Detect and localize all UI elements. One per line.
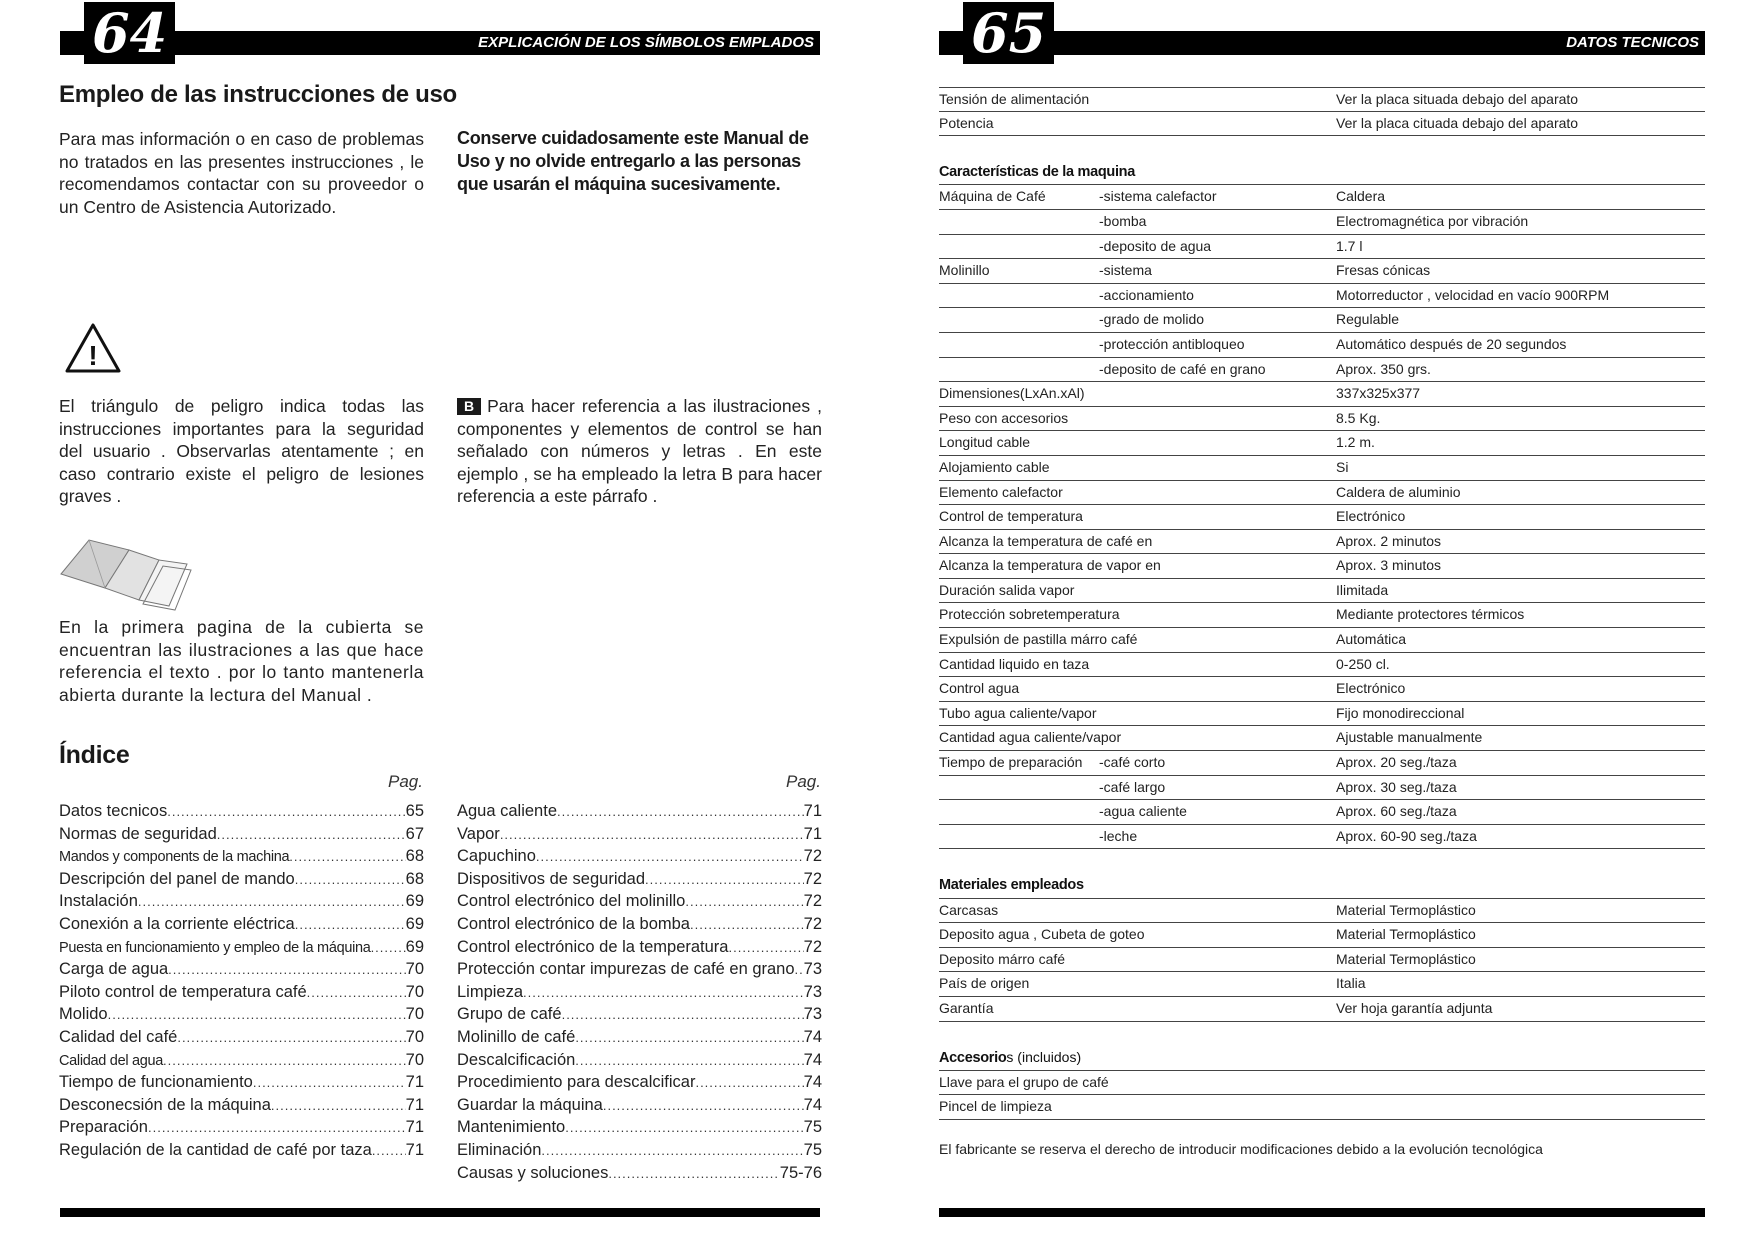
- toc-row: [457, 1073, 822, 1096]
- spec-label: Control de temperatura: [939, 508, 1083, 525]
- toc-leader-dots: [500, 827, 804, 842]
- toc-entry-title: Datos tecnicos: [59, 802, 168, 820]
- toc-entry-page: 70: [405, 982, 424, 1001]
- spec-value: Aprox. 350 grs.: [1336, 360, 1431, 377]
- spec-row: [939, 1095, 1705, 1120]
- toc-entry-title: Preparación: [59, 1118, 148, 1137]
- toc-entry-title: Normas de seguridad: [59, 824, 217, 843]
- toc-row: [457, 870, 822, 893]
- toc-row: [59, 1073, 424, 1096]
- spec-label: Alojamiento cable: [939, 458, 1050, 475]
- spec-value: Electromagnética por vibración: [1336, 212, 1529, 229]
- toc-leader-dots: [685, 894, 803, 909]
- toc-leader-dots: [608, 1166, 779, 1181]
- spec-sublabel: -protección antibloqueo: [1099, 335, 1245, 352]
- spec-label: Protección sobretemperatura: [939, 606, 1120, 623]
- spec-value: Fijo monodireccional: [1336, 704, 1465, 721]
- toc-entry-page: 72: [803, 869, 822, 888]
- spec-label: Cantidad liquido en taza: [939, 655, 1090, 672]
- accessories-light: s (incluidos): [1006, 1049, 1082, 1066]
- keep-manual-note: Conserve cuidadosamente este Manual de Uso y no olvide entregarlo a las personas que usarán el máquina sucesivamente.: [457, 128, 809, 194]
- spec-label: Expulsión de pastilla márro café: [939, 631, 1138, 648]
- toc-leader-dots: [575, 1053, 803, 1068]
- spec-value: 337x325x377: [1336, 385, 1421, 402]
- pag-label-right: Pag.: [786, 772, 821, 791]
- spec-label: País de origen: [939, 975, 1030, 992]
- spec-label: Potencia: [939, 114, 994, 131]
- section-heading-materials: [939, 874, 1705, 899]
- toc-entry-title: Carga de agua: [59, 960, 169, 979]
- section-heading-accessories-label: [939, 1046, 1081, 1070]
- toc-leader-dots: [177, 1030, 405, 1045]
- spec-row: [939, 431, 1705, 456]
- toc-leader-dots: [645, 872, 804, 887]
- toc-leader-dots: [603, 1098, 804, 1113]
- spec-sublabel: -grado de molido: [1099, 311, 1205, 328]
- spacer: [939, 1022, 1705, 1047]
- toc-entry-page: 74: [803, 1027, 822, 1046]
- toc-leader-dots: [562, 1007, 804, 1022]
- toc-entry-page: 73: [803, 960, 822, 979]
- toc-row: [457, 1118, 822, 1141]
- open-manual-icon: [59, 532, 195, 612]
- spec-sublabel: -sistema calefactor: [1099, 188, 1217, 205]
- spec-value: 1.7 l: [1336, 237, 1363, 254]
- header-title: DATOS TECNICOS: [1566, 34, 1699, 51]
- toc-entry-title: Control electrónico de la bomba: [457, 914, 690, 933]
- spec-label: Tiempo de preparación: [939, 754, 1083, 771]
- spec-row: [939, 702, 1705, 727]
- toc-entry-page: 75: [803, 1140, 822, 1159]
- toc-row: [59, 915, 424, 938]
- spec-row: [939, 456, 1705, 481]
- toc-row: [457, 983, 822, 1006]
- spec-sublabel: -accionamiento: [1099, 286, 1194, 303]
- toc-entry-page: 72: [803, 847, 822, 866]
- toc-leader-dots: [557, 804, 804, 819]
- toc-entry-page: 70: [405, 1027, 424, 1046]
- toc-leader-dots: [728, 940, 803, 955]
- toc-leader-dots: [523, 985, 804, 1000]
- spec-label: Garantía: [939, 999, 994, 1016]
- toc-row: [59, 825, 424, 848]
- toc-leader-dots: [372, 1143, 406, 1158]
- toc-row: [59, 938, 424, 961]
- toc-entry-title: Molinillo de café: [457, 1027, 576, 1046]
- spec-value: Automática: [1336, 631, 1407, 648]
- spec-row: [939, 800, 1705, 825]
- toc-row: [457, 892, 822, 915]
- toc-entry-page: 72: [803, 937, 822, 956]
- spec-value: Aprox. 20 seg./taza: [1336, 754, 1457, 771]
- toc-row: [59, 1005, 424, 1028]
- toc-entry-page: 74: [803, 1073, 822, 1092]
- toc-entry-page: 71: [405, 1118, 424, 1137]
- section-heading-accessories: [939, 1046, 1705, 1071]
- spec-sublabel: -deposito de café en grano: [1099, 360, 1266, 377]
- toc-leader-dots: [289, 849, 405, 864]
- toc-entry-page: 69: [405, 937, 424, 956]
- toc-entry-page: 75-76: [779, 1163, 822, 1182]
- spec-label: Alcanza la temperatura de café en: [939, 532, 1153, 549]
- toc-row: [59, 847, 424, 870]
- toc-entry-page: 72: [803, 892, 822, 911]
- toc-row: [457, 825, 822, 848]
- toc-entry-title: Piloto control de temperatura café: [59, 982, 307, 1001]
- reference-text: Para hacer referencia a las ilustraciones , componentes y elementos de control se han señalado con números y letras . En este ejemplo , se ha empleado la letra B para hacer referencia a este párrafo .: [457, 396, 822, 506]
- toc-entry-title: Mandos y components de la machina: [59, 849, 290, 866]
- toc-entry-page: 71: [405, 1140, 424, 1159]
- spec-sublabel: -deposito de agua: [1099, 237, 1212, 254]
- spec-value: Electrónico: [1336, 680, 1406, 697]
- spec-value: Ver la placa situada debajo del aparato: [1336, 91, 1579, 107]
- spec-row: [939, 358, 1705, 383]
- spec-row: [939, 481, 1705, 506]
- toc-row: [457, 1005, 822, 1028]
- section-title: Empleo de las instrucciones de uso: [59, 81, 457, 108]
- spec-sublabel: -sistema: [1099, 262, 1152, 279]
- spec-value: Aprox. 30 seg./taza: [1336, 778, 1457, 795]
- manufacturer-note: El fabricante se reserva el derecho de introducir modificaciones debido a la evolución tecnológica: [939, 1141, 1543, 1157]
- spec-row: [939, 308, 1705, 333]
- spec-value: Ver la placa cituada debajo del aparato: [1336, 114, 1579, 131]
- section-heading-machine-label: Características de la maquina: [939, 163, 1136, 180]
- toc-left-column: [59, 802, 424, 1164]
- spec-row: [939, 554, 1705, 579]
- spec-label: Tubo agua caliente/vapor: [939, 704, 1097, 721]
- toc-entry-page: 73: [803, 982, 822, 1001]
- warning-paragraph: El triángulo de peligro indica todas las instrucciones importantes para la seguridad del usuario . Observarlas atentamente ; en caso contrario existe el peligro de lesiones graves .: [59, 396, 424, 506]
- toc-leader-dots: [163, 1053, 406, 1068]
- spec-row: [939, 382, 1705, 407]
- spec-row: [939, 284, 1705, 309]
- toc-right-column: [457, 802, 822, 1186]
- warning-triangle-icon: [64, 322, 122, 374]
- toc-entry-title: Calidad del café: [59, 1027, 178, 1046]
- toc-entry-title: Descripción del panel de mando: [59, 869, 295, 888]
- right-page: [877, 0, 1755, 1240]
- spec-label: Alcanza la temperatura de vapor en: [939, 557, 1161, 574]
- toc-leader-dots: [168, 962, 405, 977]
- spec-row: [939, 751, 1705, 776]
- toc-entry-title: Protección contar impurezas de café en grano: [457, 960, 795, 979]
- spec-value: Aprox. 60-90 seg./taza: [1336, 827, 1477, 844]
- spec-sublabel: -bomba: [1099, 212, 1147, 229]
- spec-value: Caldera: [1336, 188, 1386, 205]
- spec-sublabel: -agua caliente: [1099, 803, 1187, 820]
- spec-label: Deposito márro café: [939, 950, 1066, 967]
- toc-row: [59, 1096, 424, 1119]
- toc-leader-dots: [307, 985, 406, 1000]
- spec-row: [939, 1071, 1705, 1096]
- spec-value: Mediante protectores térmicos: [1336, 606, 1525, 623]
- svg-text:!: !: [88, 340, 98, 371]
- toc-row: [457, 915, 822, 938]
- spec-row: [939, 972, 1705, 997]
- toc-entry-title: Calidad del agua: [59, 1052, 164, 1069]
- toc-entry-page: 70: [405, 1005, 424, 1024]
- accessories-bold: Accesorio: [939, 1050, 1007, 1067]
- spec-value: Fresas cónicas: [1336, 262, 1431, 279]
- toc-entry-title: Capuchino: [457, 847, 536, 866]
- reference-paragraph: [457, 395, 822, 508]
- intro-paragraph: Para mas información o en caso de problemas no tratados en las presentes instrucciones , le recomendamos contactar con su proveedor o un Centro de Asistencia Autorizado.: [59, 129, 424, 217]
- spec-sublabel: -leche: [1099, 827, 1138, 844]
- toc-entry-page: 71: [405, 1095, 424, 1114]
- spec-row: [939, 923, 1705, 948]
- spec-row: [939, 628, 1705, 653]
- spec-row: [939, 726, 1705, 751]
- spec-value: Ajustable manualmente: [1336, 729, 1483, 746]
- spec-value: 8.5 Kg.: [1336, 409, 1381, 426]
- spec-row: [939, 259, 1705, 284]
- spec-value: 1.2 m.: [1336, 434, 1375, 451]
- spec-row: [939, 677, 1705, 702]
- section-heading-materials-label: Materiales empleados: [939, 877, 1084, 893]
- toc-row: [457, 1051, 822, 1074]
- spec-row: [939, 210, 1705, 235]
- toc-leader-dots: [795, 962, 804, 977]
- cover-paragraph: En la primera pagina de la cubierta se encuentran las ilustraciones a las que hace referencia el texto . por lo tanto mantenerla abierta durante la lectura del Manual .: [59, 617, 424, 705]
- spec-row: [939, 948, 1705, 973]
- spec-row: [939, 776, 1705, 801]
- spec-value: Material Termoplástico: [1336, 926, 1476, 943]
- toc-entry-title: Vapor: [457, 824, 500, 843]
- toc-row: [59, 960, 424, 983]
- spec-label: Tensión de alimentación: [939, 91, 1090, 107]
- toc-entry-title: Regulación de la cantidad de café por taza: [59, 1140, 372, 1159]
- toc-entry-page: 75: [803, 1118, 822, 1137]
- toc-entry-page: 71: [405, 1073, 424, 1092]
- spec-label: Molinillo: [939, 262, 990, 279]
- spec-value: Material Termoplástico: [1336, 950, 1476, 967]
- spec-row: [939, 112, 1705, 137]
- spec-row: [939, 505, 1705, 530]
- toc-entry-page: 71: [803, 824, 822, 843]
- toc-entry-page: 71: [803, 802, 822, 820]
- spec-value: Motorreductor , velocidad en vacío 900RPM: [1336, 286, 1610, 303]
- spec-label: Carcasas: [939, 901, 999, 918]
- toc-row: [457, 1096, 822, 1119]
- toc-entry-page: 69: [405, 914, 424, 933]
- toc-leader-dots: [108, 1007, 406, 1022]
- toc-row: [59, 1028, 424, 1051]
- toc-entry-title: Eliminación: [457, 1140, 542, 1159]
- spec-value: Ver hoja garantía adjunta: [1336, 999, 1493, 1016]
- toc-row: [457, 1141, 822, 1164]
- toc-entry-title: Guardar la máquina: [457, 1095, 603, 1114]
- spec-label: Longitud cable: [939, 434, 1031, 451]
- toc-row: [457, 802, 822, 825]
- toc-entry-title: Agua caliente: [457, 802, 557, 820]
- spec-value: 0-250 cl.: [1336, 655, 1390, 672]
- spec-label: Control agua: [939, 680, 1020, 697]
- section-heading-machine: [939, 161, 1705, 186]
- toc-entry-title: Desconecsión de la máquina: [59, 1095, 271, 1114]
- toc-entry-page: 67: [405, 824, 424, 843]
- toc-leader-dots: [690, 917, 804, 932]
- toc-leader-dots: [148, 1120, 406, 1135]
- toc-row: [457, 960, 822, 983]
- header-title: EXPLICACIÓN DE LOS SÍMBOLOS EMPLADOS: [478, 34, 814, 51]
- left-page: [0, 0, 877, 1240]
- toc-row: [59, 870, 424, 893]
- toc-row: [457, 1028, 822, 1051]
- spec-label: Pincel de limpieza: [939, 1098, 1052, 1115]
- spec-value: Aprox. 3 minutos: [1336, 557, 1442, 574]
- toc-entry-page: 68: [405, 869, 424, 888]
- toc-row: [457, 1164, 822, 1187]
- toc-row: [59, 1118, 424, 1141]
- spec-label: Dimensiones(LxAn.xAl): [939, 385, 1085, 402]
- toc-entry-page: 72: [803, 914, 822, 933]
- toc-entry-page: 70: [405, 1050, 424, 1069]
- toc-entry-title: Control electrónico del molinillo: [457, 892, 686, 911]
- footer-bar: [60, 1208, 820, 1217]
- b-badge: B: [457, 398, 481, 415]
- toc-entry-title: Molido: [59, 1005, 108, 1024]
- spec-value: Regulable: [1336, 311, 1400, 328]
- spec-row: [939, 603, 1705, 628]
- toc-row: [59, 892, 424, 915]
- spec-value: Electrónico: [1336, 508, 1406, 525]
- toc-entry-title: Limpieza: [457, 982, 524, 1001]
- toc-leader-dots: [575, 1030, 803, 1045]
- spec-value: Material Termoplástico: [1336, 901, 1476, 918]
- spec-row: [939, 997, 1705, 1022]
- toc-leader-dots: [217, 827, 406, 842]
- toc-entry-page: 65: [405, 802, 424, 820]
- pag-label-left: Pag.: [388, 772, 423, 791]
- toc-leader-dots: [295, 917, 406, 932]
- toc-entry-title: Puesta en funcionamiento y empleo de la máquina: [59, 939, 371, 956]
- toc-leader-dots: [536, 849, 804, 864]
- toc-entry-page: 74: [803, 1050, 822, 1069]
- toc-leader-dots: [167, 804, 405, 819]
- spec-label: Cantidad agua caliente/vapor: [939, 729, 1122, 746]
- index-title: Índice: [59, 741, 130, 769]
- toc-entry-title: Causas y soluciones: [457, 1163, 609, 1182]
- spec-value: Si: [1336, 458, 1349, 475]
- spacer: [939, 849, 1705, 874]
- spec-row: [939, 825, 1705, 850]
- spec-sublabel: -café largo: [1099, 778, 1166, 795]
- spec-value: Aprox. 2 minutos: [1336, 532, 1442, 549]
- toc-entry-title: Dispositivos de seguridad: [457, 869, 646, 888]
- spec-label: Duración salida vapor: [939, 581, 1075, 598]
- spec-value: Caldera de aluminio: [1336, 483, 1461, 500]
- spec-row: [939, 235, 1705, 260]
- toc-entry-page: 73: [803, 1005, 822, 1024]
- spec-row: [939, 899, 1705, 924]
- toc-leader-dots: [371, 940, 406, 955]
- spec-table: [939, 87, 1705, 1120]
- toc-row: [59, 983, 424, 1006]
- spec-row: [939, 407, 1705, 432]
- toc-leader-dots: [541, 1143, 803, 1158]
- spec-label: Peso con accesorios: [939, 409, 1069, 426]
- toc-entry-title: Tiempo de funcionamiento: [59, 1073, 253, 1092]
- toc-row: [59, 802, 424, 825]
- toc-leader-dots: [565, 1120, 803, 1135]
- spec-value: Italia: [1336, 975, 1366, 992]
- toc-entry-title: Control electrónico de la temperatura: [457, 937, 729, 956]
- toc-row: [457, 938, 822, 961]
- toc-entry-page: 70: [405, 960, 424, 979]
- spacer: [939, 136, 1705, 161]
- toc-row: [457, 847, 822, 870]
- toc-entry-title: Mantenimiento: [457, 1118, 566, 1137]
- page-number: 64: [84, 2, 175, 64]
- toc-row: [59, 1051, 424, 1074]
- spec-row: [939, 87, 1705, 112]
- toc-leader-dots: [138, 894, 406, 909]
- spec-label: Deposito agua , Cubeta de goteo: [939, 926, 1145, 943]
- toc-entry-page: 68: [405, 847, 424, 866]
- toc-entry-title: Instalación: [59, 892, 138, 911]
- toc-entry-title: Conexión a la corriente eléctrica: [59, 914, 295, 933]
- spec-value: Ilimitada: [1336, 581, 1389, 598]
- spec-row: [939, 653, 1705, 678]
- spec-row: [939, 185, 1705, 210]
- toc-leader-dots: [253, 1075, 406, 1090]
- spec-row: [939, 579, 1705, 604]
- spec-value: Aprox. 60 seg./taza: [1336, 803, 1457, 820]
- toc-leader-dots: [271, 1098, 406, 1113]
- toc-entry-title: Descalcificación: [457, 1050, 576, 1069]
- spec-row: [939, 530, 1705, 555]
- spec-value: Automático después de 20 segundos: [1336, 335, 1567, 352]
- toc-entry-page: 69: [405, 892, 424, 911]
- footer-bar: [939, 1208, 1705, 1217]
- spec-sublabel: -café corto: [1099, 754, 1166, 771]
- toc-leader-dots: [295, 872, 406, 887]
- spec-label: Elemento calefactor: [939, 483, 1063, 500]
- toc-row: [59, 1141, 424, 1164]
- toc-entry-title: Procedimiento para descalcificar: [457, 1073, 696, 1092]
- spec-label: Máquina de Café: [939, 188, 1046, 205]
- page-number: 65: [963, 2, 1054, 64]
- spec-label: Llave para el grupo de café: [939, 1073, 1109, 1090]
- toc-entry-title: Grupo de café: [457, 1005, 562, 1024]
- toc-entry-page: 74: [803, 1095, 822, 1114]
- toc-leader-dots: [695, 1075, 803, 1090]
- spec-row: [939, 333, 1705, 358]
